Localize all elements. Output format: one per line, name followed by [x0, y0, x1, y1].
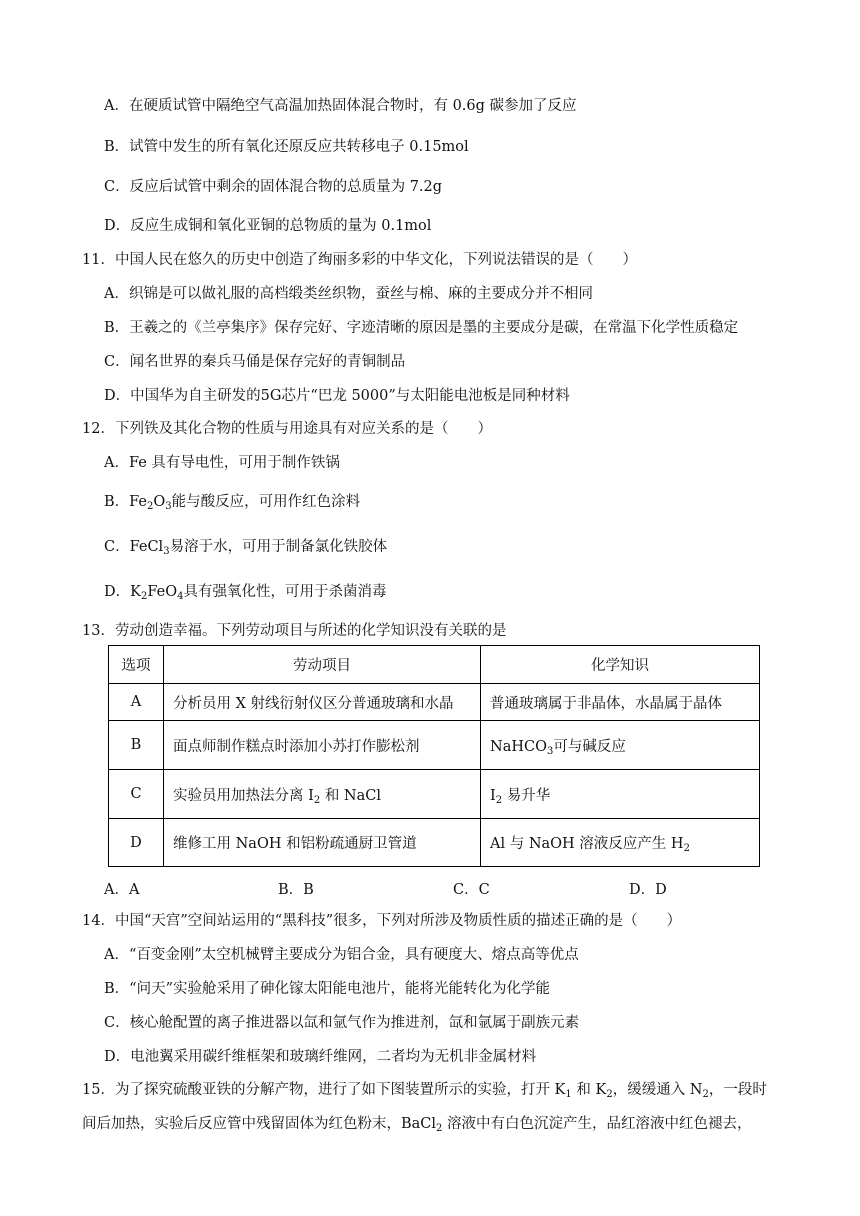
q12-stem: 12．下列铁及其化合物的性质与用途具有对应关系的是（ ） [82, 421, 492, 437]
q14-option-b: B．“问天”实验舱采用了砷化镓太阳能电池片，能将光能转化为化学能 [104, 981, 550, 997]
formula-fecl3: FeCl$_3$ [129, 539, 170, 557]
header-option: 选项 [109, 646, 164, 684]
formula-fe2o3: $Fe_2O_3$ [129, 494, 172, 512]
q11-option-b: B．王羲之的《兰亭集序》保存完好、字迹清晰的原因是墨的主要成分是碳，在常温下化学性质稳定 [104, 320, 739, 336]
q13-table [108, 645, 760, 867]
row-option: C [109, 770, 164, 819]
header-knowledge: 化学知识 [481, 646, 760, 684]
row-labor: 分析员用 X 射线衍射仪区分普通玻璃和水晶 [164, 684, 481, 721]
q14-option-d: D．电池翼采用碳纤维框架和玻璃纤维网，二者均为无机非金属材料 [104, 1049, 537, 1065]
q11-stem: 11．中国人民在悠久的历史中创造了绚丽多彩的中华文化，下列说法错误的是（ ） [82, 252, 637, 268]
row-knowledge: NaHCO$_3$可与碱反应 [481, 721, 760, 770]
q12-option-a: A．Fe 具有导电性，可用于制作铁锅 [104, 455, 340, 471]
row-labor: 实验员用加热法分离 $I_2$ 和 NaCl [164, 770, 481, 819]
q13-stem: 13．劳动创造幸福。下列劳动项目与所述的化学知识没有关联的是 [82, 623, 507, 639]
q13-answer-c: C．C [453, 882, 490, 898]
formula-k2feo4: $K_2FeO_4$ [130, 584, 184, 602]
row-knowledge: $I_2$ 易升华 [481, 770, 760, 819]
row-option: D [109, 819, 164, 867]
row-option: B [109, 721, 164, 770]
table-row [109, 819, 760, 867]
q10-option-c: C．反应后试管中剩余的固体混合物的总质量为 7.2g [104, 179, 443, 195]
q10-option-d: D．反应生成铜和氧化亚铜的总物质的量为 0.1mol [104, 218, 432, 234]
q14-option-c: C．核心舱配置的离子推进器以氙和氩气作为推进剂，氙和氩属于副族元素 [104, 1015, 580, 1031]
table-row [109, 721, 760, 770]
row-knowledge: Al 与 NaOH 溶液反应产生 $H_2$ [481, 819, 760, 867]
row-labor: 面点师制作糕点时添加小苏打作膨松剂 [164, 721, 481, 770]
q10-option-b: B．试管中发生的所有氧化还原反应共转移电子 0.15mol [104, 139, 469, 155]
row-labor: 维修工用 NaOH 和铝粉疏通厨卫管道 [164, 819, 481, 867]
q14-option-a: A．“百变金刚”太空机械臂主要成分为铝合金，具有硬度大、熔点高等优点 [104, 947, 579, 963]
table-row [109, 684, 760, 721]
q12-option-b: B．$Fe_2O_3$能与酸反应，可用作红色涂料 [104, 494, 361, 512]
q13-answer-a: A．A [104, 882, 140, 898]
q12-option-c: C．FeCl$_3$易溶于水，可用于制备氯化铁胶体 [104, 539, 388, 557]
q10-option-a: A．在硬质试管中隔绝空气高温加热固体混合物时，有 0.6g 碳参加了反应 [104, 98, 577, 114]
q11-option-a: A．织锦是可以做礼服的高档缎类丝织物，蚕丝与棉、麻的主要成分并不相同 [104, 286, 593, 302]
q11-option-c: C．闻名世界的秦兵马俑是保存完好的青铜制品 [104, 354, 406, 370]
q15-line-1: 15．为了探究硫酸亚铁的分解产物，进行了如下图装置所示的实验，打开 $K_1$ 和 $K_2$，缓缓通入 $N_2$，一段时 [82, 1082, 767, 1100]
header-labor: 劳动项目 [164, 646, 481, 684]
q13-answer-d: D．D [629, 882, 667, 898]
q13-answer-b: B．B [278, 882, 314, 898]
table-row [109, 770, 760, 819]
table-header-row [109, 646, 760, 684]
row-option: A [109, 684, 164, 721]
q11-option-d: D．中国华为自主研发的5G芯片“巴龙 5000”与太阳能电池板是同种材料 [104, 388, 570, 404]
row-knowledge: 普通玻璃属于非晶体，水晶属于晶体 [481, 684, 760, 721]
q15-line-2: 间后加热，实验后反应管中残留固体为红色粉末，BaCl$_2$ 溶液中有白色沉淀产生，品红溶液中红色褪去， [82, 1116, 752, 1134]
q14-stem: 14．中国“天宫”空间站运用的“黑科技”很多，下列对所涉及物质性质的描述正确的是（ ） [82, 913, 682, 929]
q12-option-d: D．$K_2FeO_4$具有强氧化性，可用于杀菌消毒 [104, 584, 387, 602]
